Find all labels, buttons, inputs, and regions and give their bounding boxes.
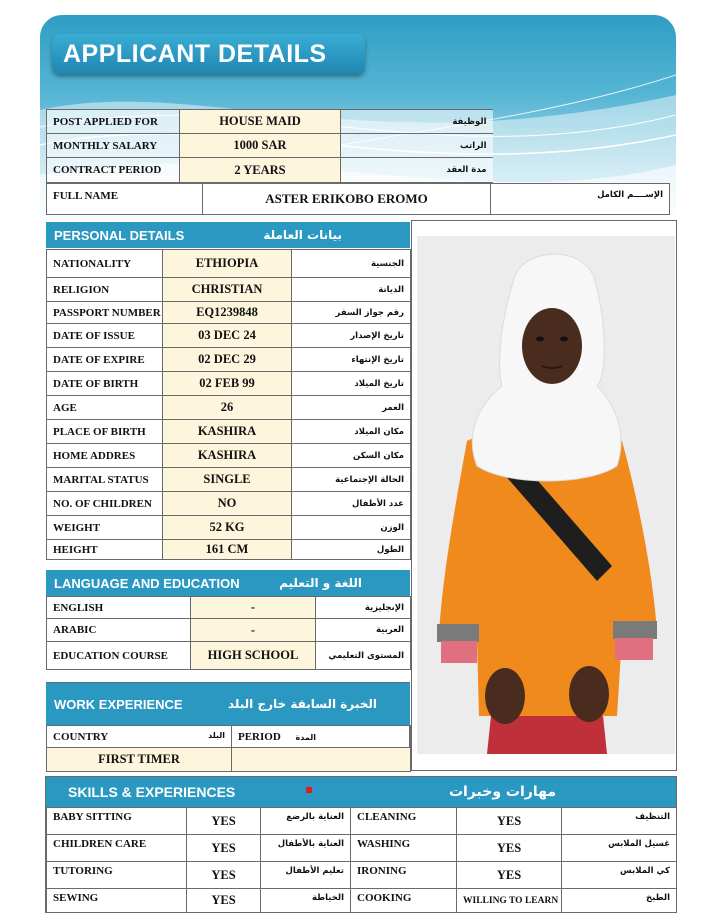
period-label-ar: المدة	[295, 732, 316, 742]
personal-value: NO	[163, 492, 292, 516]
language-table	[46, 596, 411, 670]
personal-label: AGE	[47, 396, 163, 420]
skill-label-ar: غسيل الملابس	[562, 835, 677, 862]
personal-label-ar: مكان الميلاد	[292, 420, 411, 444]
period-label: PERIOD	[238, 730, 281, 743]
table-row	[47, 889, 677, 913]
skill-label-ar: التنظيف	[562, 808, 677, 835]
skill-value: YES	[457, 862, 562, 889]
page-title: APPLICANT DETAILS	[52, 34, 365, 74]
personal-label: DATE OF ISSUE	[47, 324, 163, 348]
personal-value: KASHIRA	[163, 420, 292, 444]
table-row	[47, 396, 411, 420]
skill-value: YES	[457, 835, 562, 862]
red-mark	[306, 787, 312, 793]
table-row	[47, 420, 411, 444]
personal-label: NATIONALITY	[47, 250, 163, 278]
skill-label-ar: كي الملابس	[562, 862, 677, 889]
personal-label-ar: الطول	[292, 540, 411, 560]
language-label: ENGLISH	[47, 597, 191, 619]
post-label: POST APPLIED FOR	[47, 110, 180, 134]
table-row	[47, 184, 670, 215]
table-row	[47, 250, 411, 278]
skill-value: YES	[187, 862, 261, 889]
language-education-title-ar: اللغة و التعليم	[279, 576, 362, 590]
skill-value: WILLING TO LEARN	[457, 889, 562, 913]
personal-label: DATE OF EXPIRE	[47, 348, 163, 372]
personal-label-ar: تاريخ الإنتهاء	[292, 348, 411, 372]
personal-value: 161 CM	[163, 540, 292, 560]
fullname-label-ar: الإســــم الكامل	[491, 184, 670, 215]
work-experience-title: WORK EXPERIENCE	[54, 696, 183, 712]
table-row	[47, 372, 411, 396]
table-row	[47, 835, 677, 862]
personal-value: ETHIOPIA	[163, 250, 292, 278]
language-label: ARABIC	[47, 619, 191, 642]
skill-label-ar: الطبخ	[562, 889, 677, 913]
personal-label: HEIGHT	[47, 540, 163, 560]
personal-label-ar: الديانة	[292, 278, 411, 302]
personal-value: 02 FEB 99	[163, 372, 292, 396]
personal-label-ar: مكان السكن	[292, 444, 411, 468]
personal-label: HOME ADDRES	[47, 444, 163, 468]
skills-header	[46, 777, 676, 807]
personal-details-header	[46, 222, 410, 248]
personal-label: PASSPORT NUMBER	[47, 302, 163, 324]
salary-label: MONTHLY SALARY	[47, 134, 180, 158]
fullname-label: FULL NAME	[47, 184, 203, 215]
language-education-title: LANGUAGE AND EDUCATION	[54, 575, 240, 591]
skill-label: BABY SITTING	[47, 808, 187, 835]
skill-value: YES	[457, 808, 562, 835]
personal-label: WEIGHT	[47, 516, 163, 540]
table-row	[47, 278, 411, 302]
personal-label-ar: تاريخ الميلاد	[292, 372, 411, 396]
personal-label-ar: عدد الأطفال	[292, 492, 411, 516]
table-row	[47, 540, 411, 560]
work-experience-empty	[232, 748, 411, 772]
language-label-ar: الإنجليزية	[316, 597, 411, 619]
language-value: -	[191, 619, 316, 642]
table-row	[47, 597, 411, 619]
applicant-photo	[417, 236, 675, 754]
table-row	[47, 302, 411, 324]
personal-label: PLACE OF BIRTH	[47, 420, 163, 444]
personal-value: 03 DEC 24	[163, 324, 292, 348]
fullname-table	[46, 183, 670, 215]
work-experience-title-ar: الخبرة السابقة خارج البلد	[227, 697, 377, 711]
personal-details-title: PERSONAL DETAILS	[54, 227, 185, 243]
job-table	[46, 109, 493, 183]
table-row	[47, 862, 677, 889]
work-experience-header	[46, 683, 410, 725]
table-row	[47, 158, 493, 183]
skill-value: YES	[187, 835, 261, 862]
contract-label: CONTRACT PERIOD	[47, 158, 180, 183]
language-label: EDUCATION COURSE	[47, 642, 191, 670]
table-row	[47, 134, 493, 158]
personal-details-title-ar: بيانات العاملة	[263, 228, 342, 242]
skills-title: SKILLS & EXPERIENCES	[68, 784, 236, 800]
skill-label: IRONING	[351, 862, 457, 889]
skill-label: WASHING	[351, 835, 457, 862]
contract-value: 2 YEARS	[180, 158, 341, 183]
personal-label: DATE OF BIRTH	[47, 372, 163, 396]
table-row	[47, 492, 411, 516]
table-row	[47, 516, 411, 540]
personal-label: MARITAL STATUS	[47, 468, 163, 492]
table-row	[47, 619, 411, 642]
work-experience-value: FIRST TIMER	[47, 748, 232, 772]
skill-label-ar: الخياطة	[261, 889, 351, 913]
post-value: HOUSE MAID	[180, 110, 341, 134]
personal-value: SINGLE	[163, 468, 292, 492]
salary-label-ar: الراتب	[341, 134, 493, 158]
applicant-photo-icon	[417, 236, 675, 754]
skill-label: CLEANING	[351, 808, 457, 835]
skill-label-ar: تعليم الأطفال	[261, 862, 351, 889]
personal-label-ar: الوزن	[292, 516, 411, 540]
personal-label: RELIGION	[47, 278, 163, 302]
personal-value: 26	[163, 396, 292, 420]
table-row	[47, 348, 411, 372]
personal-label-ar: رقم جواز السفر	[292, 302, 411, 324]
skill-label: SEWING	[47, 889, 187, 913]
salary-value: 1000 SAR	[180, 134, 341, 158]
language-label-ar: المستوى التعليمي	[316, 642, 411, 670]
fullname-value: ASTER ERIKOBO EROMO	[203, 184, 491, 215]
personal-label-ar: العمر	[292, 396, 411, 420]
personal-value: EQ1239848	[163, 302, 292, 324]
table-row	[47, 642, 411, 670]
table-row	[47, 726, 411, 748]
personal-details-table	[46, 249, 411, 560]
table-row	[47, 748, 411, 772]
personal-value: 52 KG	[163, 516, 292, 540]
personal-value: 02 DEC 29	[163, 348, 292, 372]
table-row	[47, 808, 677, 835]
skill-label: COOKING	[351, 889, 457, 913]
table-row	[47, 324, 411, 348]
personal-label-ar: الجنسية	[292, 250, 411, 278]
skill-label: CHILDREN CARE	[47, 835, 187, 862]
personal-label-ar: الحالة الإجتماعية	[292, 468, 411, 492]
skill-label-ar: العناية بالأطفال	[261, 835, 351, 862]
skill-value: YES	[187, 808, 261, 835]
language-value: -	[191, 597, 316, 619]
language-label-ar: العربية	[316, 619, 411, 642]
skill-label-ar: العناية بالرضع	[261, 808, 351, 835]
contract-label-ar: مدة العقد	[341, 158, 493, 183]
skills-title-ar: مهارات وخبرات	[448, 784, 556, 800]
table-row	[47, 468, 411, 492]
country-label: COUNTRY	[53, 730, 109, 743]
language-value: HIGH SCHOOL	[191, 642, 316, 670]
table-row	[47, 110, 493, 134]
personal-value: KASHIRA	[163, 444, 292, 468]
skill-label: TUTORING	[47, 862, 187, 889]
personal-label-ar: تاريخ الإصدار	[292, 324, 411, 348]
personal-value: CHRISTIAN	[163, 278, 292, 302]
country-label-ar: البلد	[208, 730, 225, 740]
language-education-header	[46, 570, 410, 596]
personal-label: NO. OF CHILDREN	[47, 492, 163, 516]
skill-value: YES	[187, 889, 261, 913]
work-experience-table	[46, 725, 411, 772]
table-row	[47, 444, 411, 468]
post-label-ar: الوظيفة	[341, 110, 493, 134]
skills-table	[46, 807, 677, 913]
